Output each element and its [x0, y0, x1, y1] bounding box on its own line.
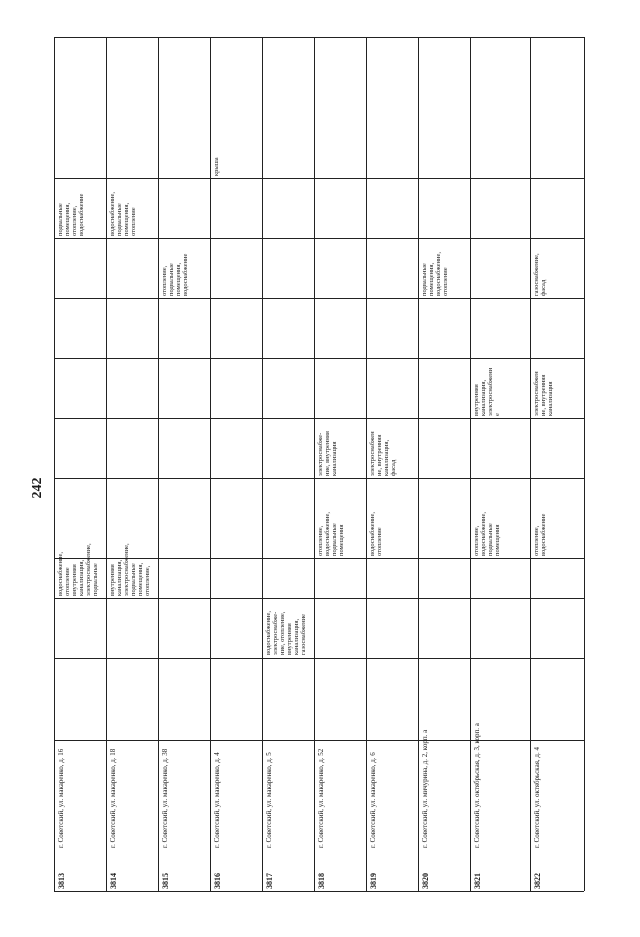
table-row-rule [54, 37, 584, 38]
address-text: г. Советский, ул. макаренко, д. 5 [265, 752, 273, 848]
work-type-text: водоснабжение, подвальные помещения, отопление [109, 192, 137, 236]
work-type-text: внутренняя канализация, электроснабжение, подвальные помещения, отопление, [109, 543, 151, 596]
row-number-text: 3813 [57, 873, 66, 889]
work-type-cell [533, 236, 640, 284]
work-type-cell [533, 253, 640, 344]
work-type-text: электроснабжен ие, внутренняя канализация [533, 371, 554, 416]
row-number-text: 3819 [369, 873, 378, 889]
work-type-text: отопление, водоснабжение, подвальные помещения [317, 512, 345, 556]
address-text: г. Советский, ул. макаренко, д. 16 [57, 748, 65, 848]
work-type-text: отопление, подвальные помещения, водоснабжение [161, 253, 189, 296]
work-type-cell [533, 655, 640, 703]
address-text: г. Советский, ул. макаренко, д. 18 [109, 748, 117, 848]
address-text: г. Советский, ул. октябрьская, д. 3, корп. а [473, 723, 481, 848]
row-number-text: 3818 [317, 873, 326, 889]
work-type-cell [533, 513, 640, 604]
work-type-text: водоснабжение, отопление внутренняя канализация, электроснабжение, подвальные [57, 543, 99, 596]
work-type-text: водоснабжение, отопление [369, 512, 383, 556]
work-type-text: внутренняя канализация, электроснабжени е [473, 367, 501, 416]
work-type-cell [533, 476, 640, 524]
work-type-text: подвальные помещения, водоснабжение, отопление [421, 252, 449, 296]
row-number-text: 3821 [473, 873, 482, 889]
address-cell [533, 747, 640, 896]
work-type-cell [533, 738, 640, 786]
work-type-text: электроснабже- ние, внутренняя канализация [317, 431, 338, 476]
row-number-text: 3822 [533, 873, 542, 889]
row-number-text: 3814 [109, 873, 118, 889]
work-type-text: газоснабжение, фасад [533, 253, 547, 296]
work-type-text: отопление, водоснабжение, подвальные помещения [473, 512, 501, 556]
address-text: г. Советский, ул. октябрьская, д. 4 [533, 747, 541, 848]
work-type-text: отопление, водоснабжение [533, 513, 547, 556]
work-type-cell [533, 356, 640, 404]
work-type-text: водоснабжение, электроснабже- ние, отопление, внутренняя канализация, газоснабжение [265, 611, 307, 655]
row-number-text: 3816 [213, 873, 222, 889]
address-text: г. Советский, ул. макаренко, д. 4 [213, 752, 221, 848]
row-number [533, 873, 640, 937]
work-type-cell [533, 176, 640, 224]
table-column-rule [54, 37, 55, 891]
row-number-text: 3815 [161, 873, 170, 889]
address-text: г. Советский, ул. макаренко, д. 38 [161, 748, 169, 848]
address-text: г. Советский, ул. мичурина, д. 2, корп. а [421, 729, 429, 848]
address-text: г. Советский, ул. макаренко, д. 52 [317, 748, 325, 848]
page-number: 242 [30, 477, 45, 499]
address-text: г. Советский, ул. макаренко, д. 6 [369, 752, 377, 848]
work-type-text: подвальные помещения, отопление, водоснабжение [57, 193, 85, 236]
work-type-text: электроснабжен ие, внутренняя канализация, фасад [369, 431, 397, 476]
row-number-text: 3820 [421, 873, 430, 889]
row-number-text: 3817 [265, 873, 274, 889]
work-type-text: крыша [213, 157, 220, 176]
work-type-cell [533, 371, 640, 464]
